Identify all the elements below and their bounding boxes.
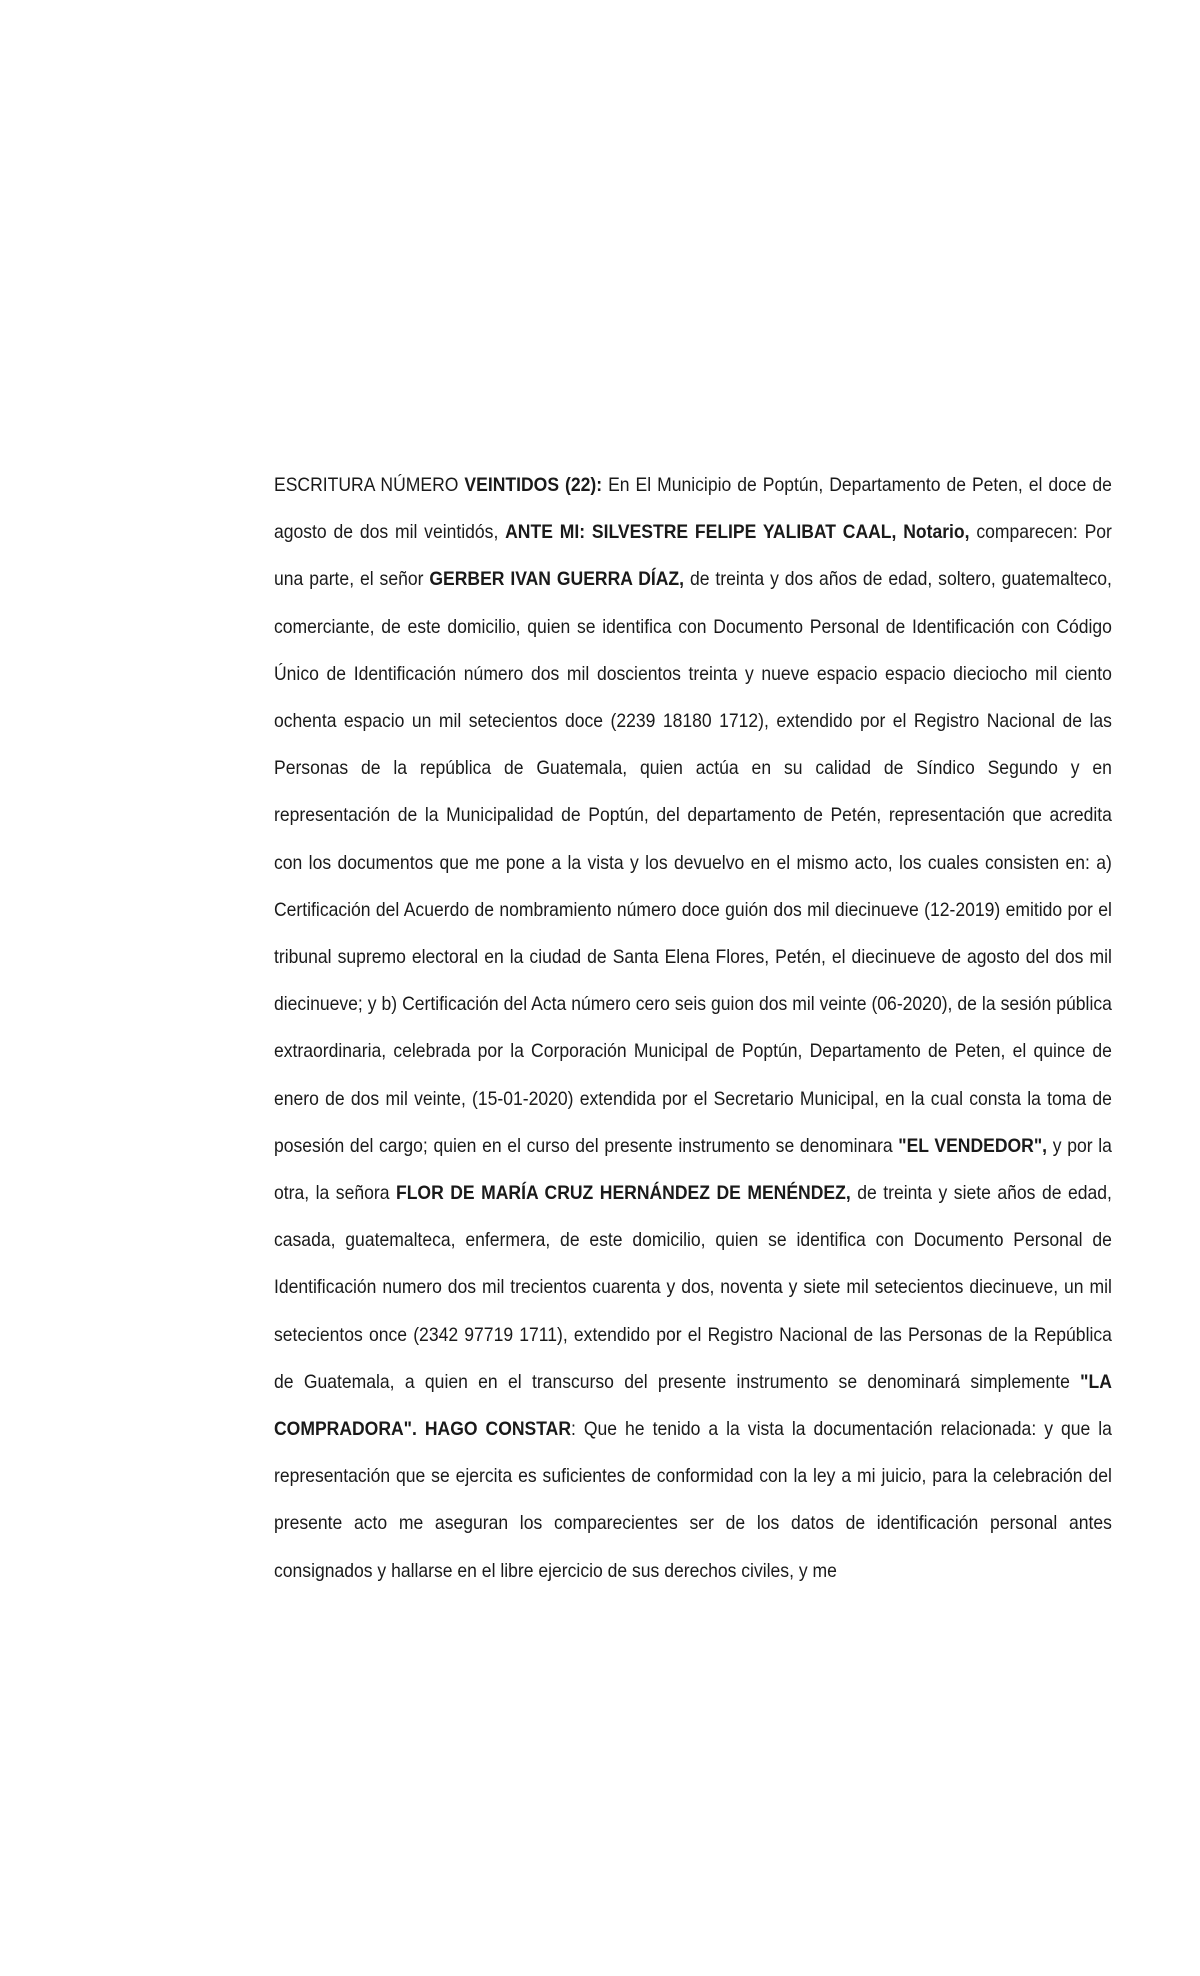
deed-number: VEINTIDOS (22): xyxy=(464,474,603,496)
deed-text: de treinta y dos años de edad, soltero, guatemalteco, comerciante, de este domicilio, quien se identifica con Documento Personal de Identificación con Código Único de Identificación número dos mil doscientos treinta y nueve espacio espacio dieciocho mil ciento ochenta espacio un mil setecientos doce (2239 18180 1712), extendido por el Registro Nacional de las Personas de la república de Guatemala, quien actúa en su calidad de Síndico Segundo y en representación de la Municipalidad de Poptún, del departamento de Petén, representación que acredita con los documentos que me pone a la vista y los devuelvo en el mismo acto, los cuales consisten en: a) Certificación del Acuerdo de nombramiento número doce guión dos mil diecinueve (12-2019) emitido por el tribunal supremo electoral en la ciudad de Santa Elena Flores, Petén, el diecinueve de agosto del dos mil diecinueve; y b) Certificación del Acta número cero seis guion dos mil veinte (06-2020), de la sesión pública extraordinaria, celebrada por la Corporación Municipal de Poptún, Departamento de Peten, el quince de enero de dos mil veinte, (15-01-2020) extendida por el Secretario Municipal, en la cual consta la toma de posesión del cargo; quien en el curso del presente instrumento se denominara xyxy=(274,568,1112,1157)
deed-text: y por la otra, la señora xyxy=(274,1134,1112,1205)
deed-text: comparecen: Por una parte, el señor xyxy=(274,521,1112,591)
deed-text: : Que he tenido a la vista la documentación relacionada: y que la representación que se ejercita es suficientes de conformidad con la ley a mi juicio, para la celebración del presente acto me aseguran los comparecientes ser de los datos de identificación personal antes consignados y hallarse en el libre ejercicio de sus derechos civiles, y me xyxy=(274,1418,1112,1582)
deed-paragraph xyxy=(274,462,1112,1595)
notary-name: ANTE MI: SILVESTRE FELIPE YALIBAT CAAL, Notario, xyxy=(505,521,970,544)
seller-designation: "EL VENDEDOR", xyxy=(898,1134,1048,1157)
buyer-designation: "LA COMPRADORA". HAGO CONSTAR xyxy=(274,1370,1112,1441)
deed-text: En El Municipio de Poptún, Departamento de Peten, el doce de agosto de dos mil veintidós, xyxy=(274,474,1112,544)
deed-heading-text: ESCRITURA NÚMERO xyxy=(274,474,465,496)
deed-text: de treinta y siete años de edad, casada, guatemalteca, enfermera, de este domicilio, quien se identifica con Documento Personal de Identificación numero dos mil trecientos cuarenta y dos, noventa y siete mil setecientos diecinueve, un mil setecientos once (2342 97719 1711), extendido por el Registro Nacional de las Personas de la República de Guatemala, a quien en el transcurso del presente instrumento se denominará simplemente xyxy=(274,1182,1112,1393)
buyer-name: FLOR DE MARÍA CRUZ HERNÁNDEZ DE MENÉNDEZ, xyxy=(395,1182,851,1205)
seller-name: GERBER IVAN GUERRA DÍAZ, xyxy=(429,568,685,591)
